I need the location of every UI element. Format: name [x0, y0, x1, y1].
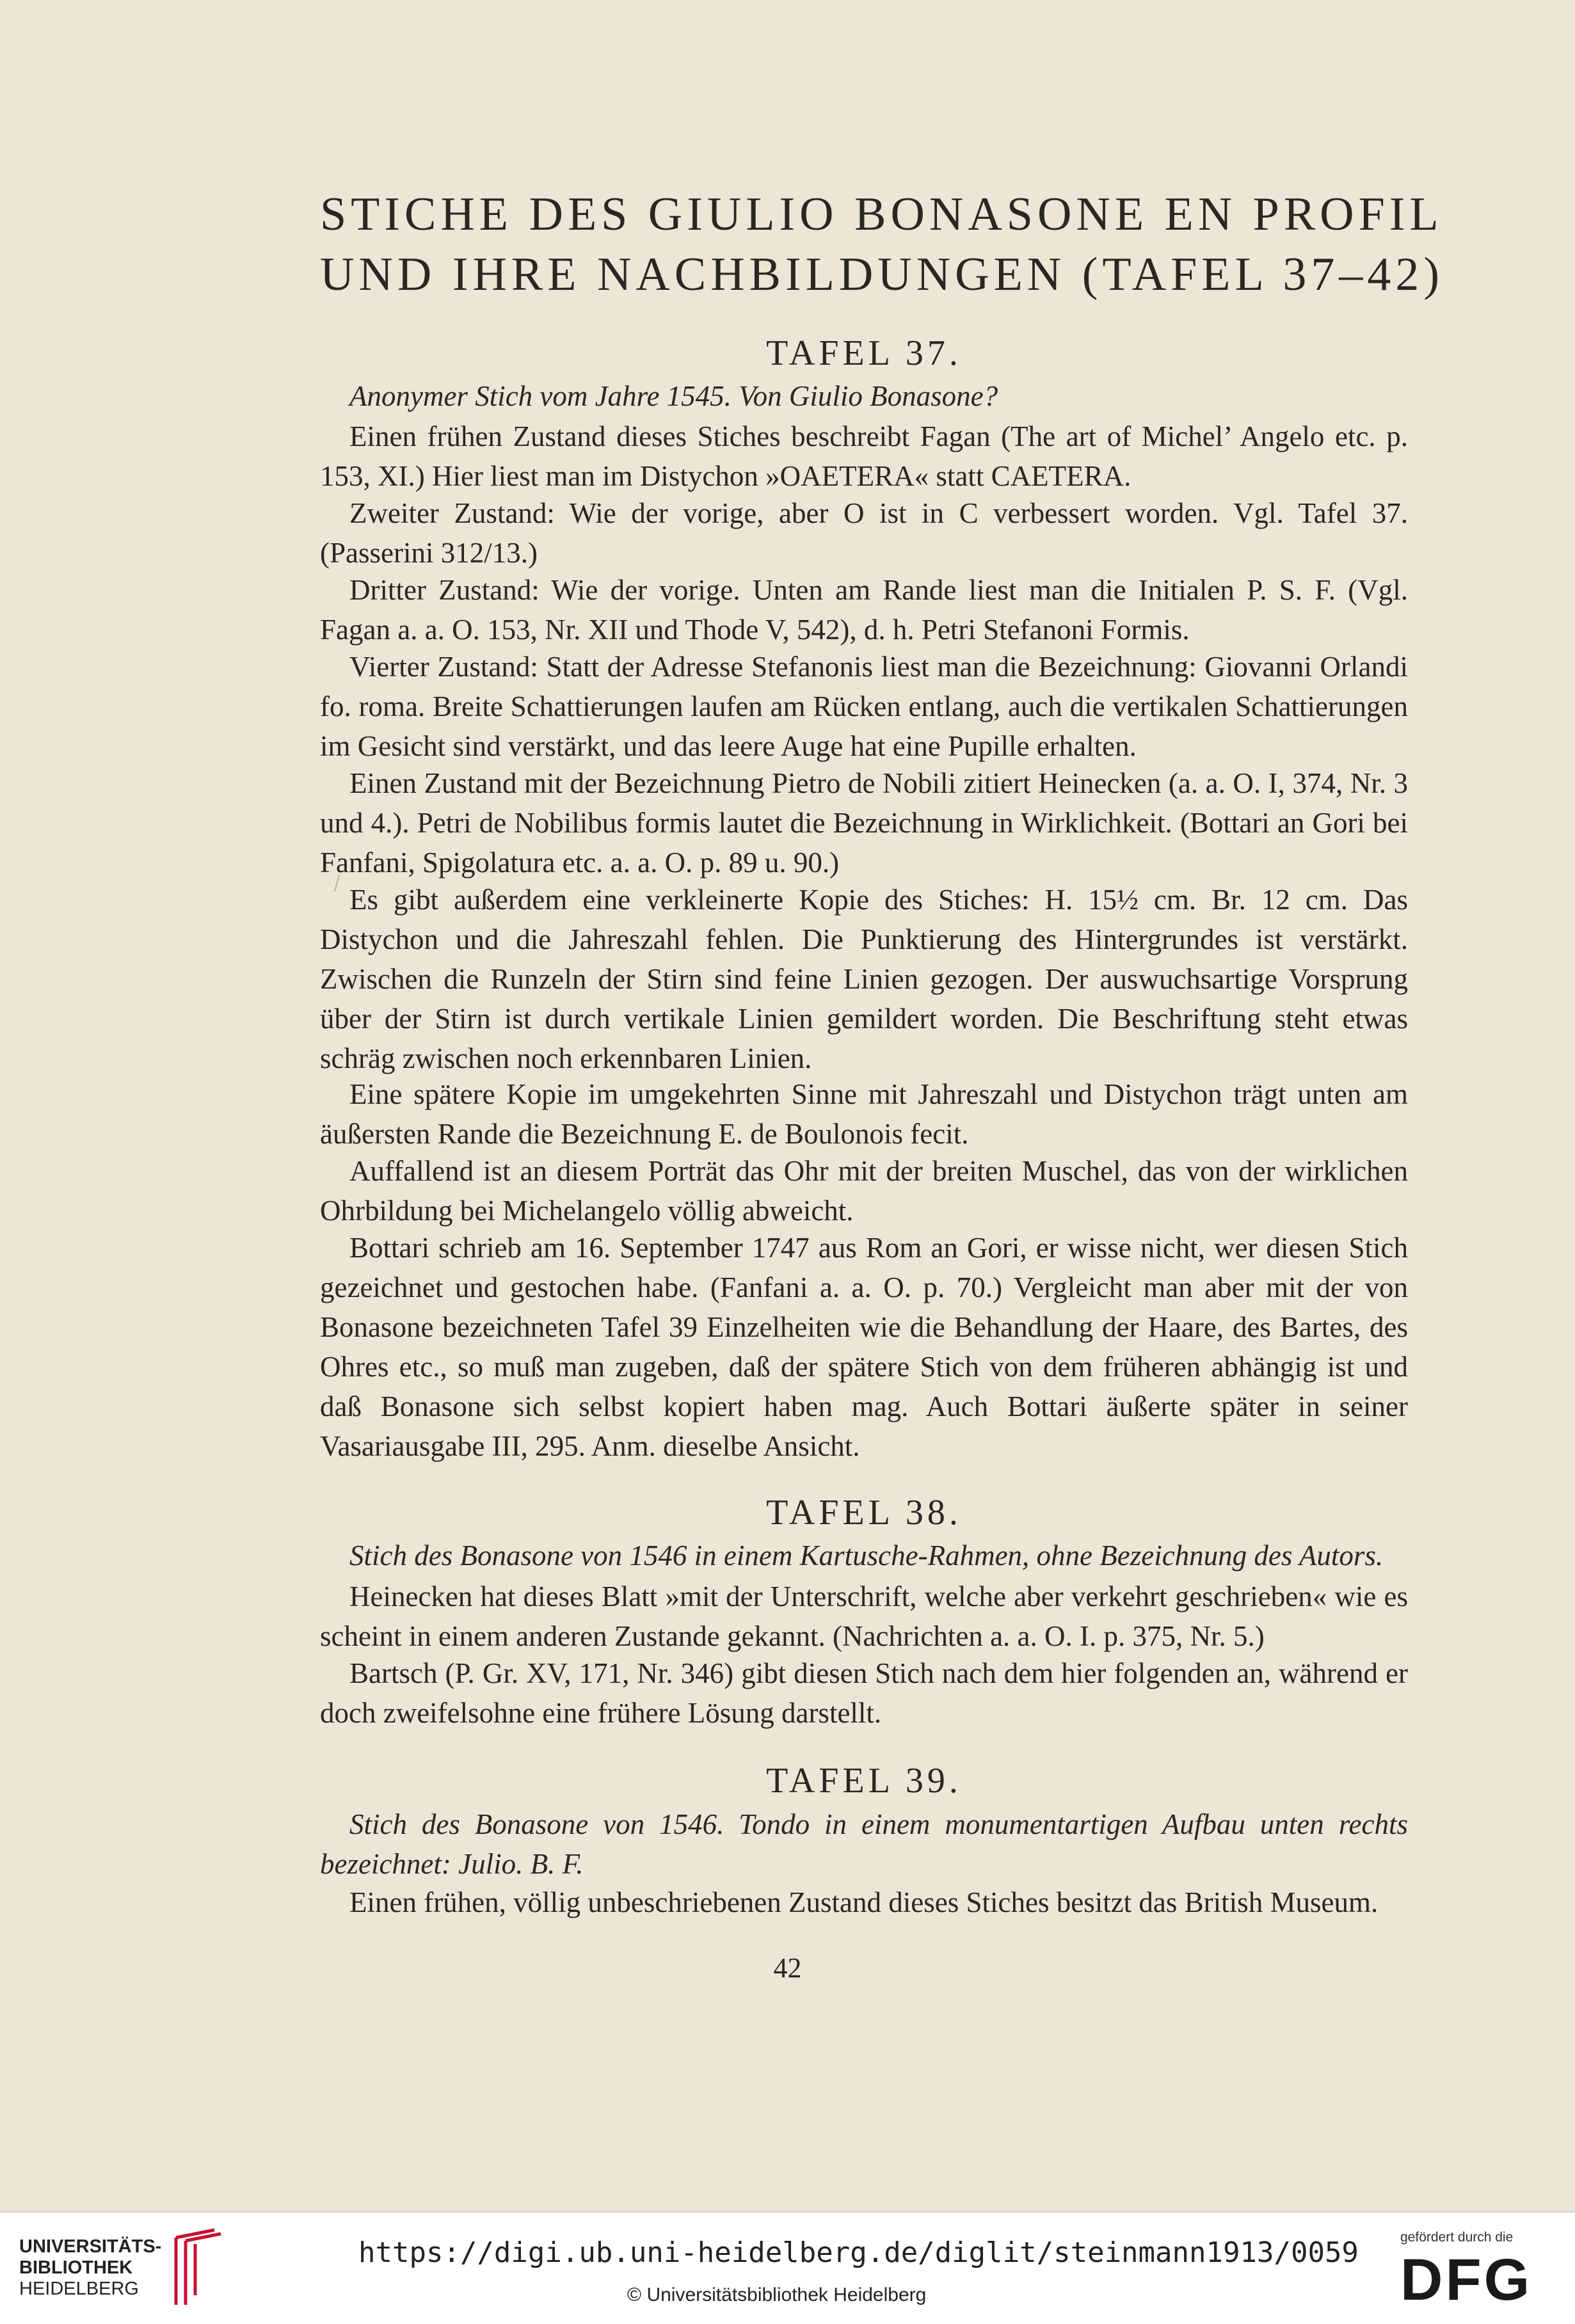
tafel-38-paragraph-1: Heinecken hat dieses Blatt »mit der Unterschrift, welche aber verkehrt geschrieben« wie es scheint in einem anderen Zustande gekannt. (Nachrichten a. a. O. I. p. 375, Nr. 5.) — [320, 1580, 1408, 1652]
title-line-1: STICHE DES GIULIO BONASONE EN PROFIL — [320, 188, 1443, 241]
tafel-39-paragraph-1: Einen frühen, völlig unbeschriebenen Zustand dieses Stiches besitzt das British Museum. — [349, 1886, 1379, 1918]
tafel-37-paragraph-7: Eine spätere Kopie im umgekehrten Sinne mit Jahreszahl und Distychon trägt unten am äußersten Rande die Bezeichnung E. de Boulonois fecit. — [320, 1078, 1408, 1150]
tafel-37-subtitle: Anonymer Stich vom Jahre 1545. Von Giulio Bonasone? — [349, 380, 998, 412]
footer-divider — [0, 2211, 1575, 2213]
page-number: 42 — [773, 1952, 802, 1984]
copyright-notice: © Universitätsbibliothek Heidelberg — [627, 2284, 927, 2305]
tafel-37-paragraph-4: Vierter Zustand: Statt der Adresse Stefanonis liest man die Bezeichnung: Giovanni Orlandi fo. roma. Breite Schattierungen laufen am Rücken entlang, auch die vertikalen Schattierungen im Gesicht sind verstärkt, und das leere Auge hat eine Pupille erhalten. — [320, 651, 1408, 762]
tafel-37-paragraph-3: Dritter Zustand: Wie der vorige. Unten am Rande liest man die Initialen P. S. F. (Vgl. Fagan a. a. O. 153, Nr. XII und Thode V, 542), d. h. Petri Stefanoni Formis. — [320, 574, 1408, 646]
tafel-38-subtitle: Stich des Bonasone von 1546 in einem Kartusche-Rahmen, ohne Bezeichnung des Autors. — [349, 1540, 1384, 1572]
library-logo[interactable] — [19, 2236, 161, 2300]
dfg-wordmark: DFG — [1400, 2247, 1533, 2312]
title-line-2: UND IHRE NACHBILDUNGEN (TAFEL 37–42) — [320, 248, 1444, 301]
tafel-37-paragraph-9: Bottari schrieb am 16. September 1747 aus Rom an Gori, er wisse nicht, wer diesen Stich gezeichnet und gestochen habe. (Fanfani a. a. O. p. 70.) Vergleicht man aber mit der von Bonasone bezeichneten Tafel 39 Einzelheiten wie die Behandlung der Haare, des Bartes, des Ohres etc., so muß man zugeben, daß der spätere Stich von dem früheren abhängig ist und daß Bonasone sich selbst kopiert haben mag. Auch Bottari äußerte später in seiner Vasariausgabe III, 295. Anm. dieselbe Ansicht. — [320, 1232, 1408, 1462]
permalink-url[interactable]: https://digi.ub.uni-heidelberg.de/diglit/steinmann1913/0059 — [358, 2236, 1359, 2269]
library-name-line-1: UNIVERSITÄTS- — [19, 2236, 162, 2257]
tafel-37-paragraph-1: Einen frühen Zustand dieses Stiches beschreibt Fagan (The art of Michel’ Angelo etc. p. 153, XI.) Hier liest man im Distychon »OAETERA« statt CAETERA. — [320, 420, 1408, 492]
tafel-37-paragraph-8: Auffallend ist an diesem Porträt das Ohr mit der breiten Muschel, das von der wirklichen Ohrbildung bei Michelangelo völlig abweicht. — [320, 1155, 1408, 1227]
tafel-37-paragraph-2: Zweiter Zustand: Wie der vorige, aber O ist in C verbessert worden. Vgl. Tafel 37. (Passerini 312/13.) — [320, 497, 1408, 569]
funder-note: gefördert durch die — [1400, 2230, 1514, 2245]
dfg-logo[interactable] — [1400, 2230, 1533, 2312]
tafel-37-heading: TAFEL 37. — [766, 333, 962, 373]
library-emblem-icon — [157, 2225, 227, 2308]
library-name-line-2: BIBLIOTHEK — [19, 2257, 133, 2278]
tafel-39-subtitle: Stich des Bonasone von 1546. Tondo in einem monumentartigen Aufbau unten rechts bezeichnet: Julio. B. F. — [320, 1808, 1408, 1880]
tafel-38-paragraph-2: Bartsch (P. Gr. XV, 171, Nr. 346) gibt diesen Stich nach dem hier folgenden an, während er doch zweifelsohne eine frühere Lösung darstellt. — [320, 1657, 1408, 1729]
tafel-37-paragraph-5: Einen Zustand mit der Bezeichnung Pietro de Nobili zitiert Heinecken (a. a. O. I, 374, Nr. 3 und 4.). Petri de Nobilibus formis lautet die Bezeichnung in Wirklichkeit. (Bottari an Gori bei Fanfani, Spigolatura etc. a. a. O. p. 89 u. 90.) — [320, 767, 1408, 879]
tafel-37-paragraph-6: Es gibt außerdem eine verkleinerte Kopie des Stiches: H. 15½ cm. Br. 12 cm. Das Distychon und die Jahreszahl fehlen. Die Punktierung des Hintergrundes ist verstärkt. Zwischen die Runzeln der Stirn sind feine Linien gezogen. Der auswuchsartige Vorsprung über der Stirn ist durch vertikale Linien gemildert worden. Die Beschriftung steht etwas schräg zwischen noch erkennbaren Linien. — [320, 884, 1408, 1074]
footer-bar — [0, 2211, 1575, 2324]
library-name-line-3: HEIDELBERG — [19, 2279, 139, 2299]
tafel-39-heading: TAFEL 39. — [766, 1761, 962, 1801]
tafel-38-heading: TAFEL 38. — [766, 1493, 962, 1532]
